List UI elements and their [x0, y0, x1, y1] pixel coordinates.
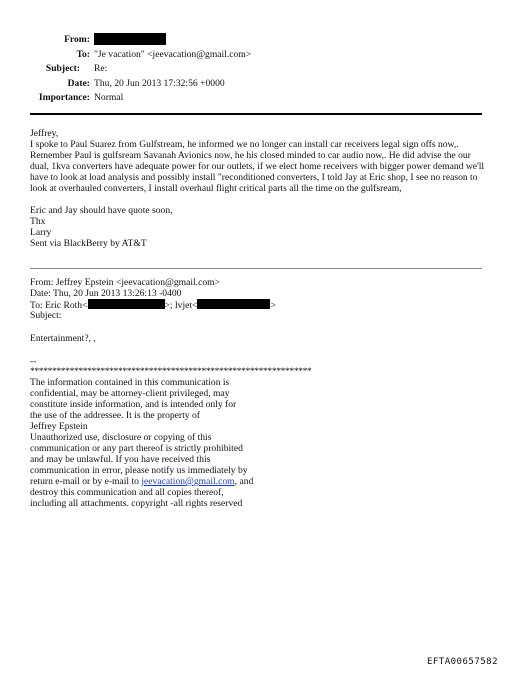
fwd-date-label: Date: [30, 288, 51, 299]
email-suffix: , and [234, 476, 254, 487]
message-body [30, 128, 490, 249]
to-label: To: [76, 49, 90, 60]
date-label: Date: [67, 78, 90, 89]
forward-divider [30, 268, 482, 269]
fwd-to-start: Eric Roth< [45, 300, 88, 311]
subject-label: Subject: [45, 63, 80, 74]
document-id: EFTA00657582 [426, 657, 498, 667]
fwd-body: Entertainment?, , [30, 333, 96, 344]
fwd-to-mid: >; lvjet< [164, 300, 198, 311]
disclaimer-line: communication in error, please notify us immediately by [30, 465, 248, 476]
redaction-box [88, 299, 165, 309]
disclaimer-line: constitute inside information, and is intended only for [30, 399, 237, 410]
disclaimer-line: Unauthorized use, disclosure or copying of this [30, 432, 212, 443]
disclaimer-email-line [30, 476, 330, 487]
disclaimer-line: the use of the addressee. It is the property of [30, 410, 200, 421]
quote-line: Eric and Jay should have quote soon, [30, 205, 173, 216]
signature: Larry [30, 227, 52, 238]
disclaimer-line: destroy this communication and all copies thereof, [30, 487, 224, 498]
fwd-to [30, 299, 276, 311]
disclaimer-block [30, 377, 330, 509]
to-value: "Je vacation" <jeevacation@gmail.com> [94, 49, 252, 60]
redaction-box [197, 299, 270, 309]
disclaimer-line: Jeffrey Epstein [30, 421, 88, 432]
header-divider [30, 113, 482, 115]
email-prefix: return e-mail or by e-mail to [30, 476, 142, 487]
disclaimer-line: communication or any part thereof is strictly prohibited [30, 443, 243, 454]
fwd-date-value: Thu, 20 Jun 2013 13:26:13 -0400 [53, 288, 182, 299]
redaction-box [94, 33, 166, 45]
fwd-from-value: Jeffrey Epstein <jeevacation@gmail.com> [55, 277, 221, 288]
signature-dashes: -- [30, 356, 37, 367]
fwd-from-label: From: [30, 277, 54, 288]
email-link[interactable]: jeevacation@gmail.com [141, 476, 235, 487]
disclaimer-line: including all attachments. copyright -all rights reserved [30, 498, 243, 509]
fwd-subject-label: Subject: [30, 310, 62, 321]
fwd-from [30, 277, 220, 288]
importance-value: Normal [94, 92, 124, 103]
disclaimer-line: and may be unlawful. If you have received this [30, 454, 211, 465]
star-divider: **************************************************************** [30, 366, 312, 377]
date-value: Thu, 20 Jun 2013 17:32:56 +0000 [94, 78, 225, 89]
subject-value: Re: [94, 63, 108, 74]
message-paragraph: I spoke to Paul Suarez from Gulfstream, he informed we no longer can install car receivers legal sign offs now,. Remember Paul is gulfsream Savanah Avionics now, he his closed minded to car audio now,. He did advise the our dual, 1kva converters have adequate power for our outlets, if we elect home receivers with bigger power demand we'll have to look at load analysis and possibly install "reconditioned converters, I told Jay at Eric shop, I see no reason to look at overhauled converters, I install overhaul flight critical parts all the time on the gulfsream, [30, 139, 485, 194]
fwd-to-label: To: [30, 300, 43, 311]
fwd-subject [30, 310, 61, 321]
fwd-to-end: > [270, 300, 276, 311]
disclaimer-line: The information contained in this communication is [30, 377, 230, 388]
fwd-date [30, 288, 181, 299]
disclaimer-line: confidential, may be attorney-client privileged, may [30, 388, 230, 399]
thanks: Thx [30, 216, 46, 227]
from-value [94, 33, 166, 47]
importance-label: Importance: [38, 92, 90, 103]
greeting: Jeffrey, [30, 128, 59, 139]
from-label: From: [64, 34, 90, 45]
sent-via: Sent via BlackBerry by AT&T [30, 238, 147, 249]
